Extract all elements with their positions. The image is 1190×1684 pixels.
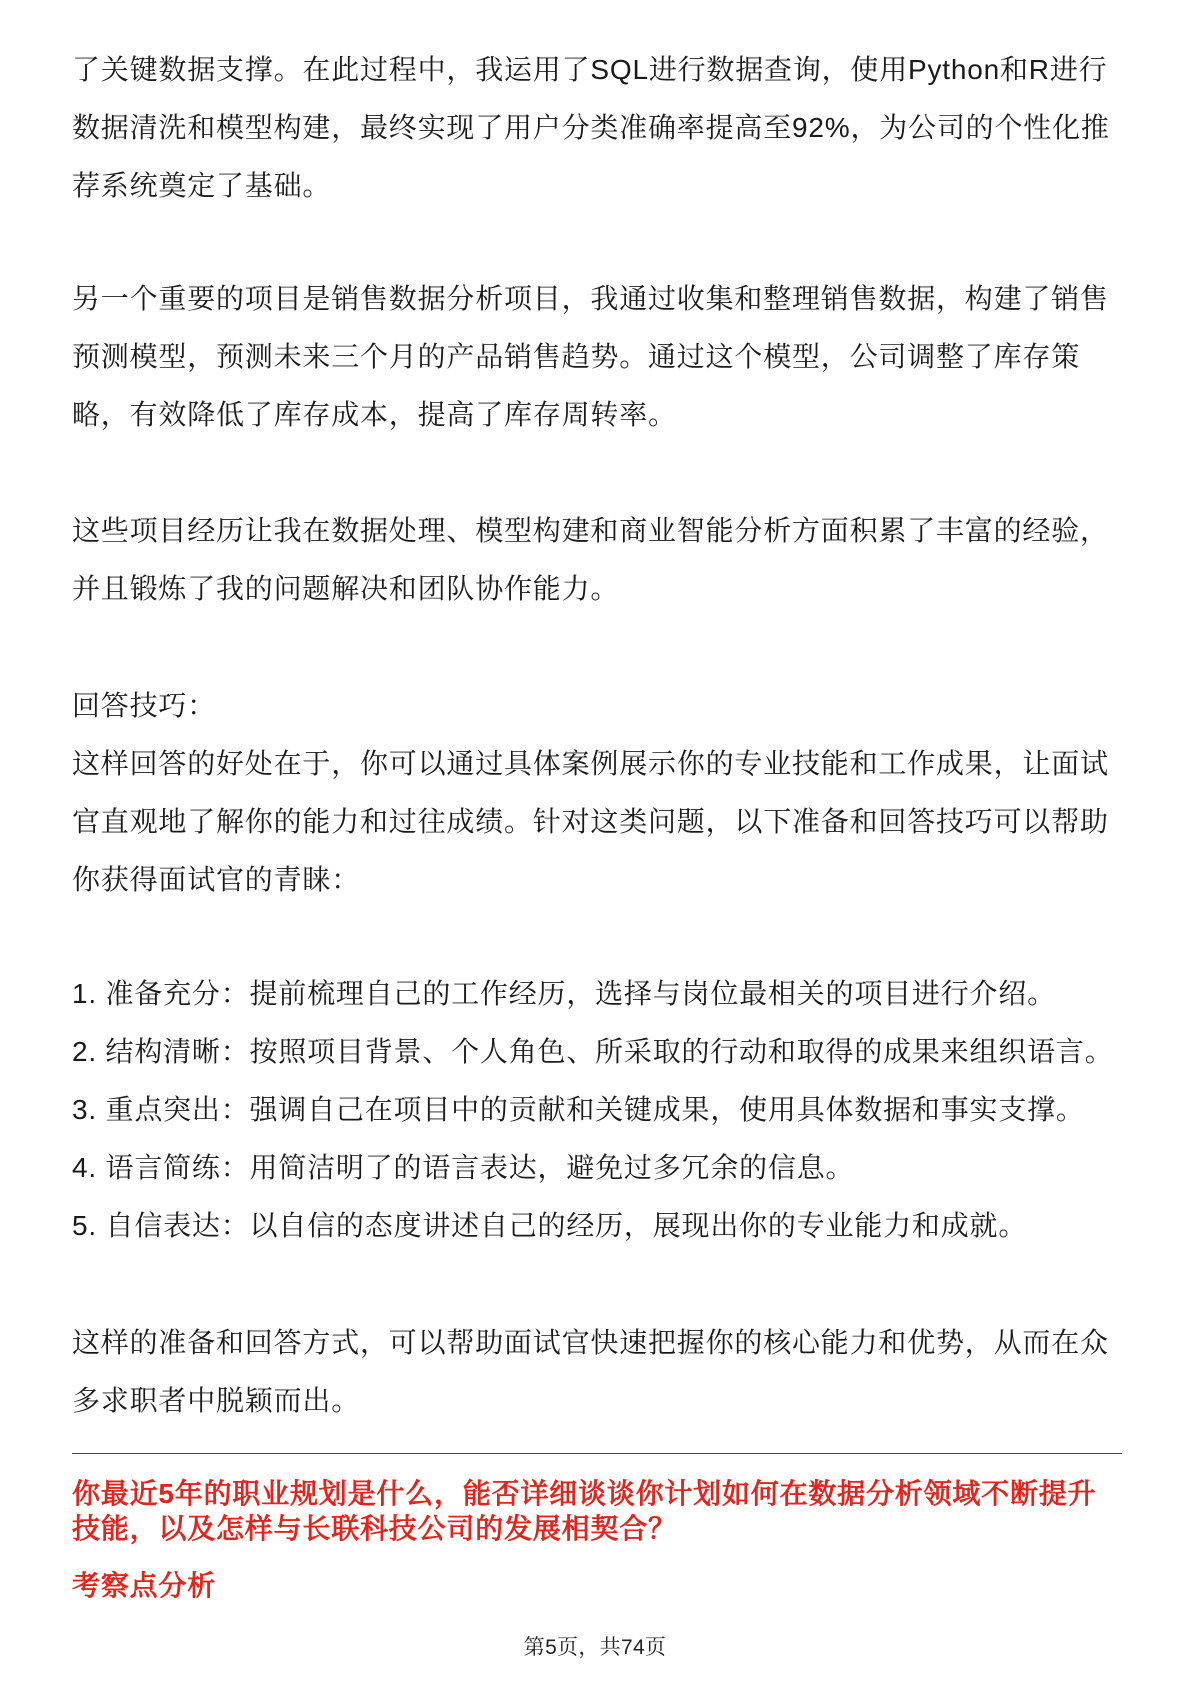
tips-heading (72, 677, 1132, 735)
text-line: 并且锻炼了我的问题解决和团队协作能力。 (72, 573, 620, 604)
summary-paragraph (72, 502, 1132, 618)
list-item: 3. 重点突出：强调自己在项目中的贡献和关键成果，使用具体数据和事实支撑。 (72, 1094, 1085, 1125)
tips-intro-paragraph (72, 735, 1132, 909)
question-line: 你最近5年的职业规划是什么，能否详细谈谈你计划如何在数据分析领域不断提升 (72, 1478, 1097, 1509)
text-line: 数据清洗和模型构建，最终实现了用户分类准确率提高至92%，为公司的个性化推 (72, 112, 1110, 143)
section-divider (72, 1453, 1122, 1454)
text-line: 这样的准备和回答方式，可以帮助面试官快速把握你的核心能力和优势，从而在众 (72, 1327, 1109, 1358)
list-item: 5. 自信表达：以自信的态度讲述自己的经历，展现出你的专业能力和成就。 (72, 1210, 1028, 1241)
text-line: 你获得面试官的青睐： (72, 864, 361, 895)
analysis-section-heading (72, 1568, 1132, 1603)
page-number: 第5页，共74页 (523, 1636, 667, 1659)
closing-paragraph (72, 1314, 1132, 1430)
list-item: 4. 语言简练：用简洁明了的语言表达，避免过多冗余的信息。 (72, 1152, 855, 1183)
intro-paragraph (72, 41, 1132, 215)
text-line: 另一个重要的项目是销售数据分析项目，我通过收集和整理销售数据，构建了销售 (72, 283, 1109, 314)
tips-heading-text: 回答技巧： (72, 690, 217, 721)
next-question-heading (72, 1476, 1132, 1546)
text-line: 荐系统奠定了基础。 (72, 170, 332, 201)
text-line: 这样回答的好处在于，你可以通过具体案例展示你的专业技能和工作成果，让面试 (72, 748, 1109, 779)
section-heading-text: 考察点分析 (72, 1570, 217, 1601)
text-line: 这些项目经历让我在数据处理、模型构建和商业智能分析方面积累了丰富的经验， (72, 515, 1109, 546)
text-line: 了关键数据支撑。在此过程中，我运用了SQL进行数据查询，使用Python和R进行 (72, 54, 1108, 85)
question-line: 技能，以及怎样与长联科技公司的发展相契合？ (72, 1513, 677, 1544)
text-line: 预测模型，预测未来三个月的产品销售趋势。通过这个模型，公司调整了库存策 (72, 341, 1081, 372)
list-item: 2. 结构清晰：按照项目背景、个人角色、所采取的行动和取得的成果来组织语言。 (72, 1036, 1114, 1067)
text-line: 多求职者中脱颖而出。 (72, 1385, 361, 1416)
list-item: 1. 准备充分：提前梳理自己的工作经历，选择与岗位最相关的项目进行介绍。 (72, 978, 1056, 1009)
text-line: 略，有效降低了库存成本，提高了库存周转率。 (72, 399, 677, 430)
page-footer (0, 1633, 1190, 1663)
text-line: 官直观地了解你的能力和过往成绩。针对这类问题，以下准备和回答技巧可以帮助 (72, 806, 1109, 837)
tips-list (72, 965, 1132, 1255)
sales-paragraph (72, 270, 1132, 444)
